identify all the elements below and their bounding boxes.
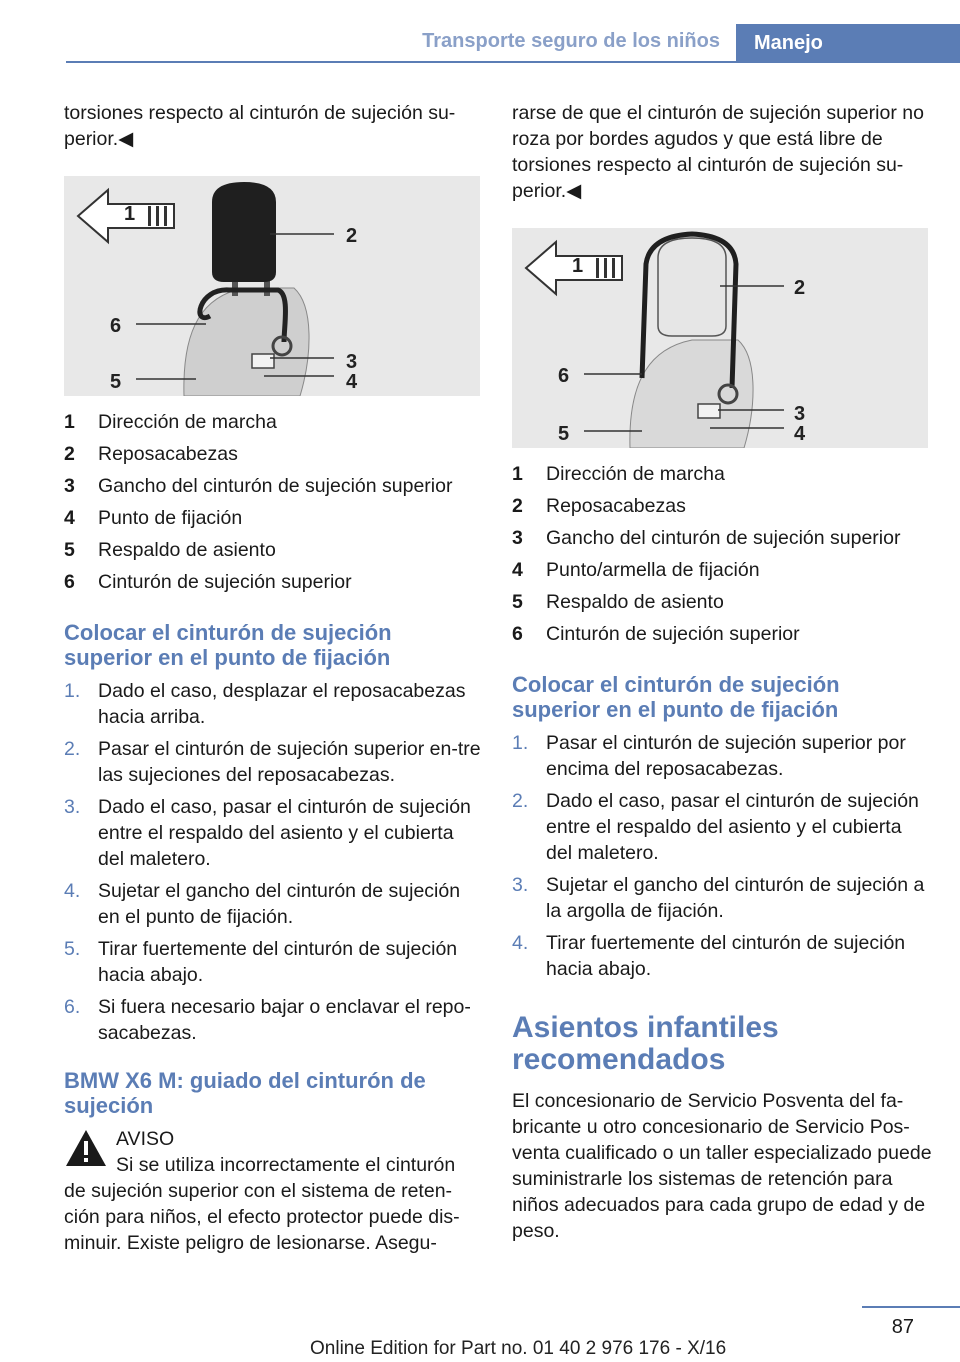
main-section-heading: Asientos infantiles recomendados: [512, 1011, 779, 1076]
section-heading: Colocar el cinturón de sujeción superior en el punto de fijación: [64, 620, 392, 670]
chapter-tab: Manejo: [736, 24, 960, 62]
step-item: 4. Tirar fuertemente del cinturón de sujeción hacia abajo.: [512, 932, 906, 980]
warning-box: [64, 1126, 484, 1256]
figure-legend: [512, 458, 932, 650]
step-item: 2. Pasar el cinturón de sujeción superior en‐tre las sujeciones del reposacabezas.: [64, 738, 481, 786]
callout-label: 5: [110, 371, 122, 393]
legend-item: 6 Cinturón de sujeción superior: [512, 623, 800, 645]
step-item: 6. Si fuera necesario bajar o enclavar el repo‐sacabezas.: [64, 996, 471, 1044]
warning-title: AVISO: [116, 1128, 175, 1150]
header-rule: [66, 61, 960, 63]
callout-label: 5: [558, 423, 570, 445]
step-item: 5. Tirar fuertemente del cinturón de sujeción hacia abajo.: [64, 938, 458, 986]
step-item: 3. Sujetar el gancho del cinturón de sujeción a la argolla de fijación.: [512, 874, 925, 922]
callout-label: 3: [794, 403, 806, 425]
figure-legend: [64, 406, 484, 598]
headrest-figure-left: [64, 176, 480, 396]
page-number: 87: [891, 1316, 914, 1338]
callout-label: 4: [346, 371, 358, 393]
step-item: 2. Dado el caso, pasar el cinturón de sujeción entre el respaldo del asiento y el cubierta del maletero.: [512, 790, 919, 864]
section-heading: Colocar el cinturón de sujeción superior en el punto de fijación: [512, 672, 840, 722]
legend-item: 4 Punto/armella de fijación: [512, 559, 760, 581]
section-text: El concesionario de Servicio Posventa del fa‐bricante u otro concesionario de Servicio Pos‐venta cualificado o un taller especializado puede suministrarle los sistemas de retención para niños adecuados para cada grupo de edad y de peso.: [512, 1090, 932, 1242]
headrest-figure-right: [512, 228, 928, 448]
legend-item: 3 Gancho del cinturón de sujeción superior: [512, 527, 901, 549]
section-heading: BMW X6 M: guiado del cinturón de sujeción: [64, 1068, 426, 1118]
intro-text: torsiones respecto al cinturón de sujeción su‐perior.◀: [64, 102, 456, 150]
edition-footer: Online Edition for Part no. 01 40 2 976 176 - X/16: [310, 1338, 727, 1359]
right-column: [512, 100, 932, 1244]
legend-item: 2 Reposacabezas: [512, 495, 686, 517]
warning-text: de sujeción superior con el sistema de reten‐ción para niños, el efecto protector puede dis‐minuir. Existe peligro de lesionarse. Asegu‐: [64, 1180, 460, 1254]
legend-item: 4 Punto de fijación: [64, 507, 243, 529]
step-item: 1. Dado el caso, desplazar el reposacabezas hacia arriba.: [64, 680, 466, 728]
callout-label: 1: [124, 203, 136, 225]
legend-item: 5 Respaldo de asiento: [64, 539, 276, 561]
step-item: 3. Dado el caso, pasar el cinturón de sujeción entre el respaldo del asiento y el cubierta del maletero.: [64, 796, 471, 870]
footer-rule: [862, 1306, 960, 1308]
step-item: 4. Sujetar el gancho del cinturón de sujeción en el punto de fijación.: [64, 880, 461, 928]
intro-text: rarse de que el cinturón de sujeción superior no roza por bordes agudos y que está libre de torsiones respecto al cinturón de sujeción su‐perior.◀: [512, 102, 924, 202]
legend-item: 1 Dirección de marcha: [512, 463, 725, 485]
warning-text-first: Si se utiliza incorrectamente el cinturón: [116, 1154, 456, 1176]
callout-label: 2: [794, 277, 806, 299]
warning-triangle-icon: [64, 1128, 108, 1168]
instruction-steps: [512, 730, 932, 982]
left-column: [64, 100, 484, 1256]
step-item: 1. Pasar el cinturón de sujeción superior por encima del reposacabezas.: [512, 732, 906, 780]
instruction-steps: [64, 678, 484, 1046]
callout-label: 1: [572, 255, 584, 277]
legend-item: 5 Respaldo de asiento: [512, 591, 724, 613]
legend-item: 3 Gancho del cinturón de sujeción superior: [64, 475, 453, 497]
headrest-illustration: [512, 228, 928, 448]
callout-label: 6: [558, 365, 570, 387]
section-title: Transporte seguro de los niños: [422, 30, 720, 52]
headrest-illustration: [64, 176, 480, 396]
legend-item: 6 Cinturón de sujeción superior: [64, 571, 352, 593]
page-header: [0, 0, 960, 62]
legend-item: 1 Dirección de marcha: [64, 411, 277, 433]
legend-item: 2 Reposacabezas: [64, 443, 238, 465]
callout-label: 3: [346, 351, 358, 373]
callout-label: 2: [346, 225, 358, 247]
callout-label: 4: [794, 423, 806, 445]
callout-label: 6: [110, 315, 122, 337]
